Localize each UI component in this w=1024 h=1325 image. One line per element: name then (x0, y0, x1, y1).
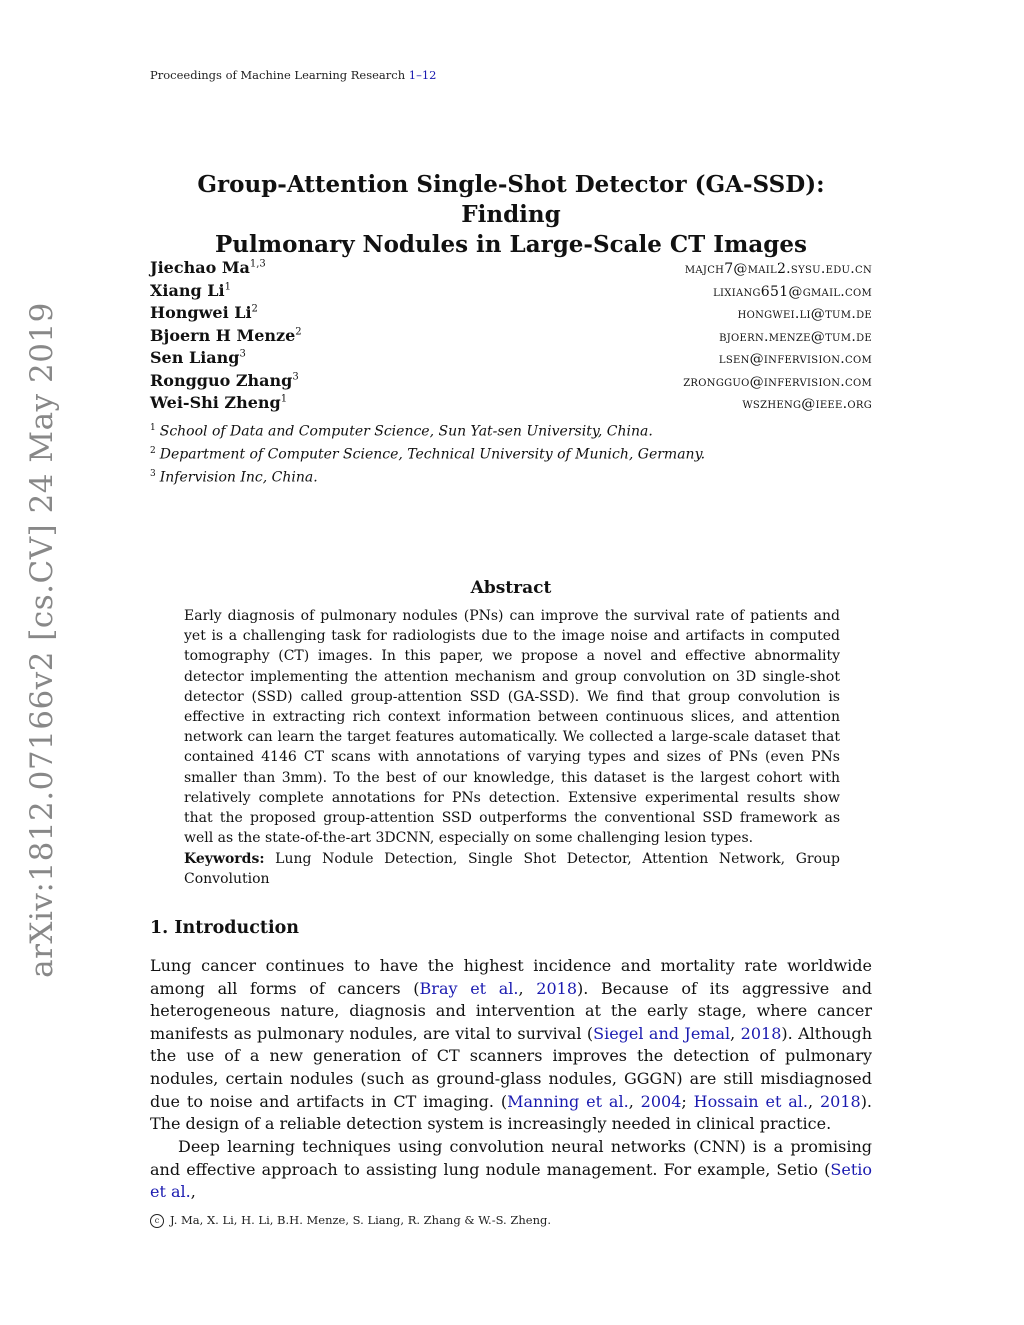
copyright-footer (150, 1213, 551, 1228)
author-name: Jiechao Ma (150, 258, 250, 277)
author-name: Hongwei Li (150, 303, 252, 322)
citation-link[interactable]: Setio et al. (150, 1159, 872, 1202)
running-header (150, 68, 436, 82)
keywords-text: Lung Nodule Detection, Single Shot Detector, Attention Network, Group Convolution (184, 851, 841, 888)
author-row (150, 393, 872, 416)
citation-year-link[interactable]: 2018 (536, 978, 577, 998)
author-name: Rongguo Zhang (150, 370, 293, 390)
author-email: zrongguo@infervision.com (683, 373, 872, 390)
para-text: , (190, 1182, 196, 1202)
title-line-1: Group-Attention Single-Shot Detector (GA-SSD): Finding (197, 171, 825, 228)
affiliation (150, 417, 872, 440)
para-text: , (518, 978, 537, 998)
citation-link[interactable]: Manning et al. (507, 1091, 629, 1111)
author-name: Xiang Li (150, 280, 225, 300)
page-range-link[interactable]: 1–12 (408, 68, 437, 82)
affiliation-text: Infervision Inc, China. (159, 469, 318, 486)
abstract-body: Early diagnosis of pulmonary nodules (PNs) can improve the survival rate of patients and yet is a challenging task for radiologists due to the image noise and artifacts in computed tomography (CT) images. In this paper, we propose a novel and effective abnormality detector implementing the attention mechanism and group convolution on 3D single-shot detector (SSD) called group-attention SSD (GA-SSD). We find that group convolution is effective in extracting rich context information between continuous slices, and attention network can learn the target features automatically. We collected a large-scale dataset that contained 4146 CT scans with annotations of varying types and sizes of PNs (even PNs smaller than 3mm). To the best of our knowledge, this dataset is the largest cohort with relatively complete annotations for PNs detection. Extensive experimental results show that the proposed group-attention SSD outperforms the conventional SSD framework as well as the state-of-the-art 3DCNN, especially on some challenging lesion types. (184, 608, 840, 847)
footer-authors: J. Ma, X. Li, H. Li, B.H. Menze, S. Liang, R. Zhang & W.-S. Zheng. (170, 1213, 551, 1227)
author-email: majch7@mail2.sysu.edu.cn (684, 261, 872, 277)
proceedings-name: Proceedings of Machine Learning Research (150, 68, 406, 82)
affiliation-number: 3 (150, 469, 156, 479)
author-row (150, 303, 872, 326)
para-text: ; (681, 1091, 694, 1111)
affiliation-number: 2 (150, 446, 156, 456)
author-name: Sen Liang (150, 348, 240, 367)
affiliation (150, 463, 872, 486)
citation-link[interactable]: Bray et al. (419, 978, 519, 998)
citation-year-link[interactable]: 2004 (640, 1091, 682, 1111)
author-email: lixiang651@gmail.com (713, 283, 872, 300)
section-heading: 1. Introduction (150, 918, 299, 938)
citation-link[interactable]: Hossain et al. (693, 1091, 808, 1111)
author-row (150, 371, 872, 394)
para-text: ). Because of its aggressive and heterogeneous nature, diagnosis and intervention at the early stage, where cancer manifests as pulmonary nodules, are vital to survival ( (150, 978, 873, 1043)
affiliation-text: School of Data and Computer Science, Sun Yat-sen University, China. (159, 423, 653, 440)
abstract-heading: Abstract (470, 578, 552, 598)
para-text: , (730, 1023, 741, 1043)
author-affil-sup: 1,3 (249, 258, 266, 270)
arxiv-identifier: arXiv:1812.07166v2 [cs.CV] 24 May 2019 (24, 302, 60, 978)
author-row (150, 348, 872, 371)
author-affil-sup: 3 (239, 348, 246, 360)
para-text: ). The design of a reliable detection system is increasingly needed in clinical practice. (150, 1091, 873, 1134)
author-row (150, 258, 872, 281)
author-email: lsen@infervision.com (718, 351, 872, 367)
author-affil-sup: 2 (295, 326, 302, 338)
author-email: wszheng@ieee.org (742, 396, 872, 412)
author-affil-sup: 2 (251, 303, 258, 315)
intro-paragraph-2 (150, 1136, 872, 1204)
author-row (150, 281, 872, 304)
title-line-2: Pulmonary Nodules in Large-Scale CT Images (215, 231, 807, 258)
affiliation-text: Department of Computer Science, Technical University of Munich, Germany. (159, 446, 706, 463)
affiliation-list (150, 417, 872, 486)
keywords (184, 849, 840, 889)
para-text: ). Although the use of a new generation of CT scanners improves the detection of pulmonary nodules, certain nodules (such as ground-glass nodules, GGGN) are still misdiagnosed due to noise and artifacts in CT imaging. ( (150, 1023, 873, 1111)
author-email: hongwei.li@tum.de (737, 306, 872, 322)
keywords-label: Keywords: (184, 851, 265, 867)
paper-title (150, 170, 872, 260)
intro-paragraph-1 (150, 955, 872, 1136)
author-email: bjoern.menze@tum.de (719, 328, 872, 345)
para-text: , (808, 1091, 820, 1111)
citation-link[interactable]: Siegel and Jemal (593, 1023, 731, 1043)
author-list (150, 258, 872, 416)
author-row (150, 326, 872, 349)
citation-year-link[interactable]: 2018 (740, 1023, 782, 1043)
author-affil-sup: 1 (280, 393, 288, 405)
affiliation-number: 1 (150, 423, 156, 433)
para-text: Lung cancer continues to have the highest incidence and mortality rate worldwide among all forms of cancers ( (150, 956, 872, 998)
author-affil-sup: 1 (224, 281, 231, 293)
para-text: , (628, 1091, 641, 1111)
para-text: Deep learning techniques using convolution neural networks (CNN) is a promising and effective approach to assisting lung nodule management. For example, Setio ( (150, 1137, 872, 1179)
citation-year-link[interactable]: 2018 (819, 1091, 861, 1111)
author-affil-sup: 3 (292, 371, 299, 383)
author-name: Wei-Shi Zheng (150, 393, 281, 412)
affiliation (150, 440, 872, 463)
copyright-icon: c (150, 1214, 164, 1228)
author-name: Bjoern H Menze (150, 325, 296, 345)
